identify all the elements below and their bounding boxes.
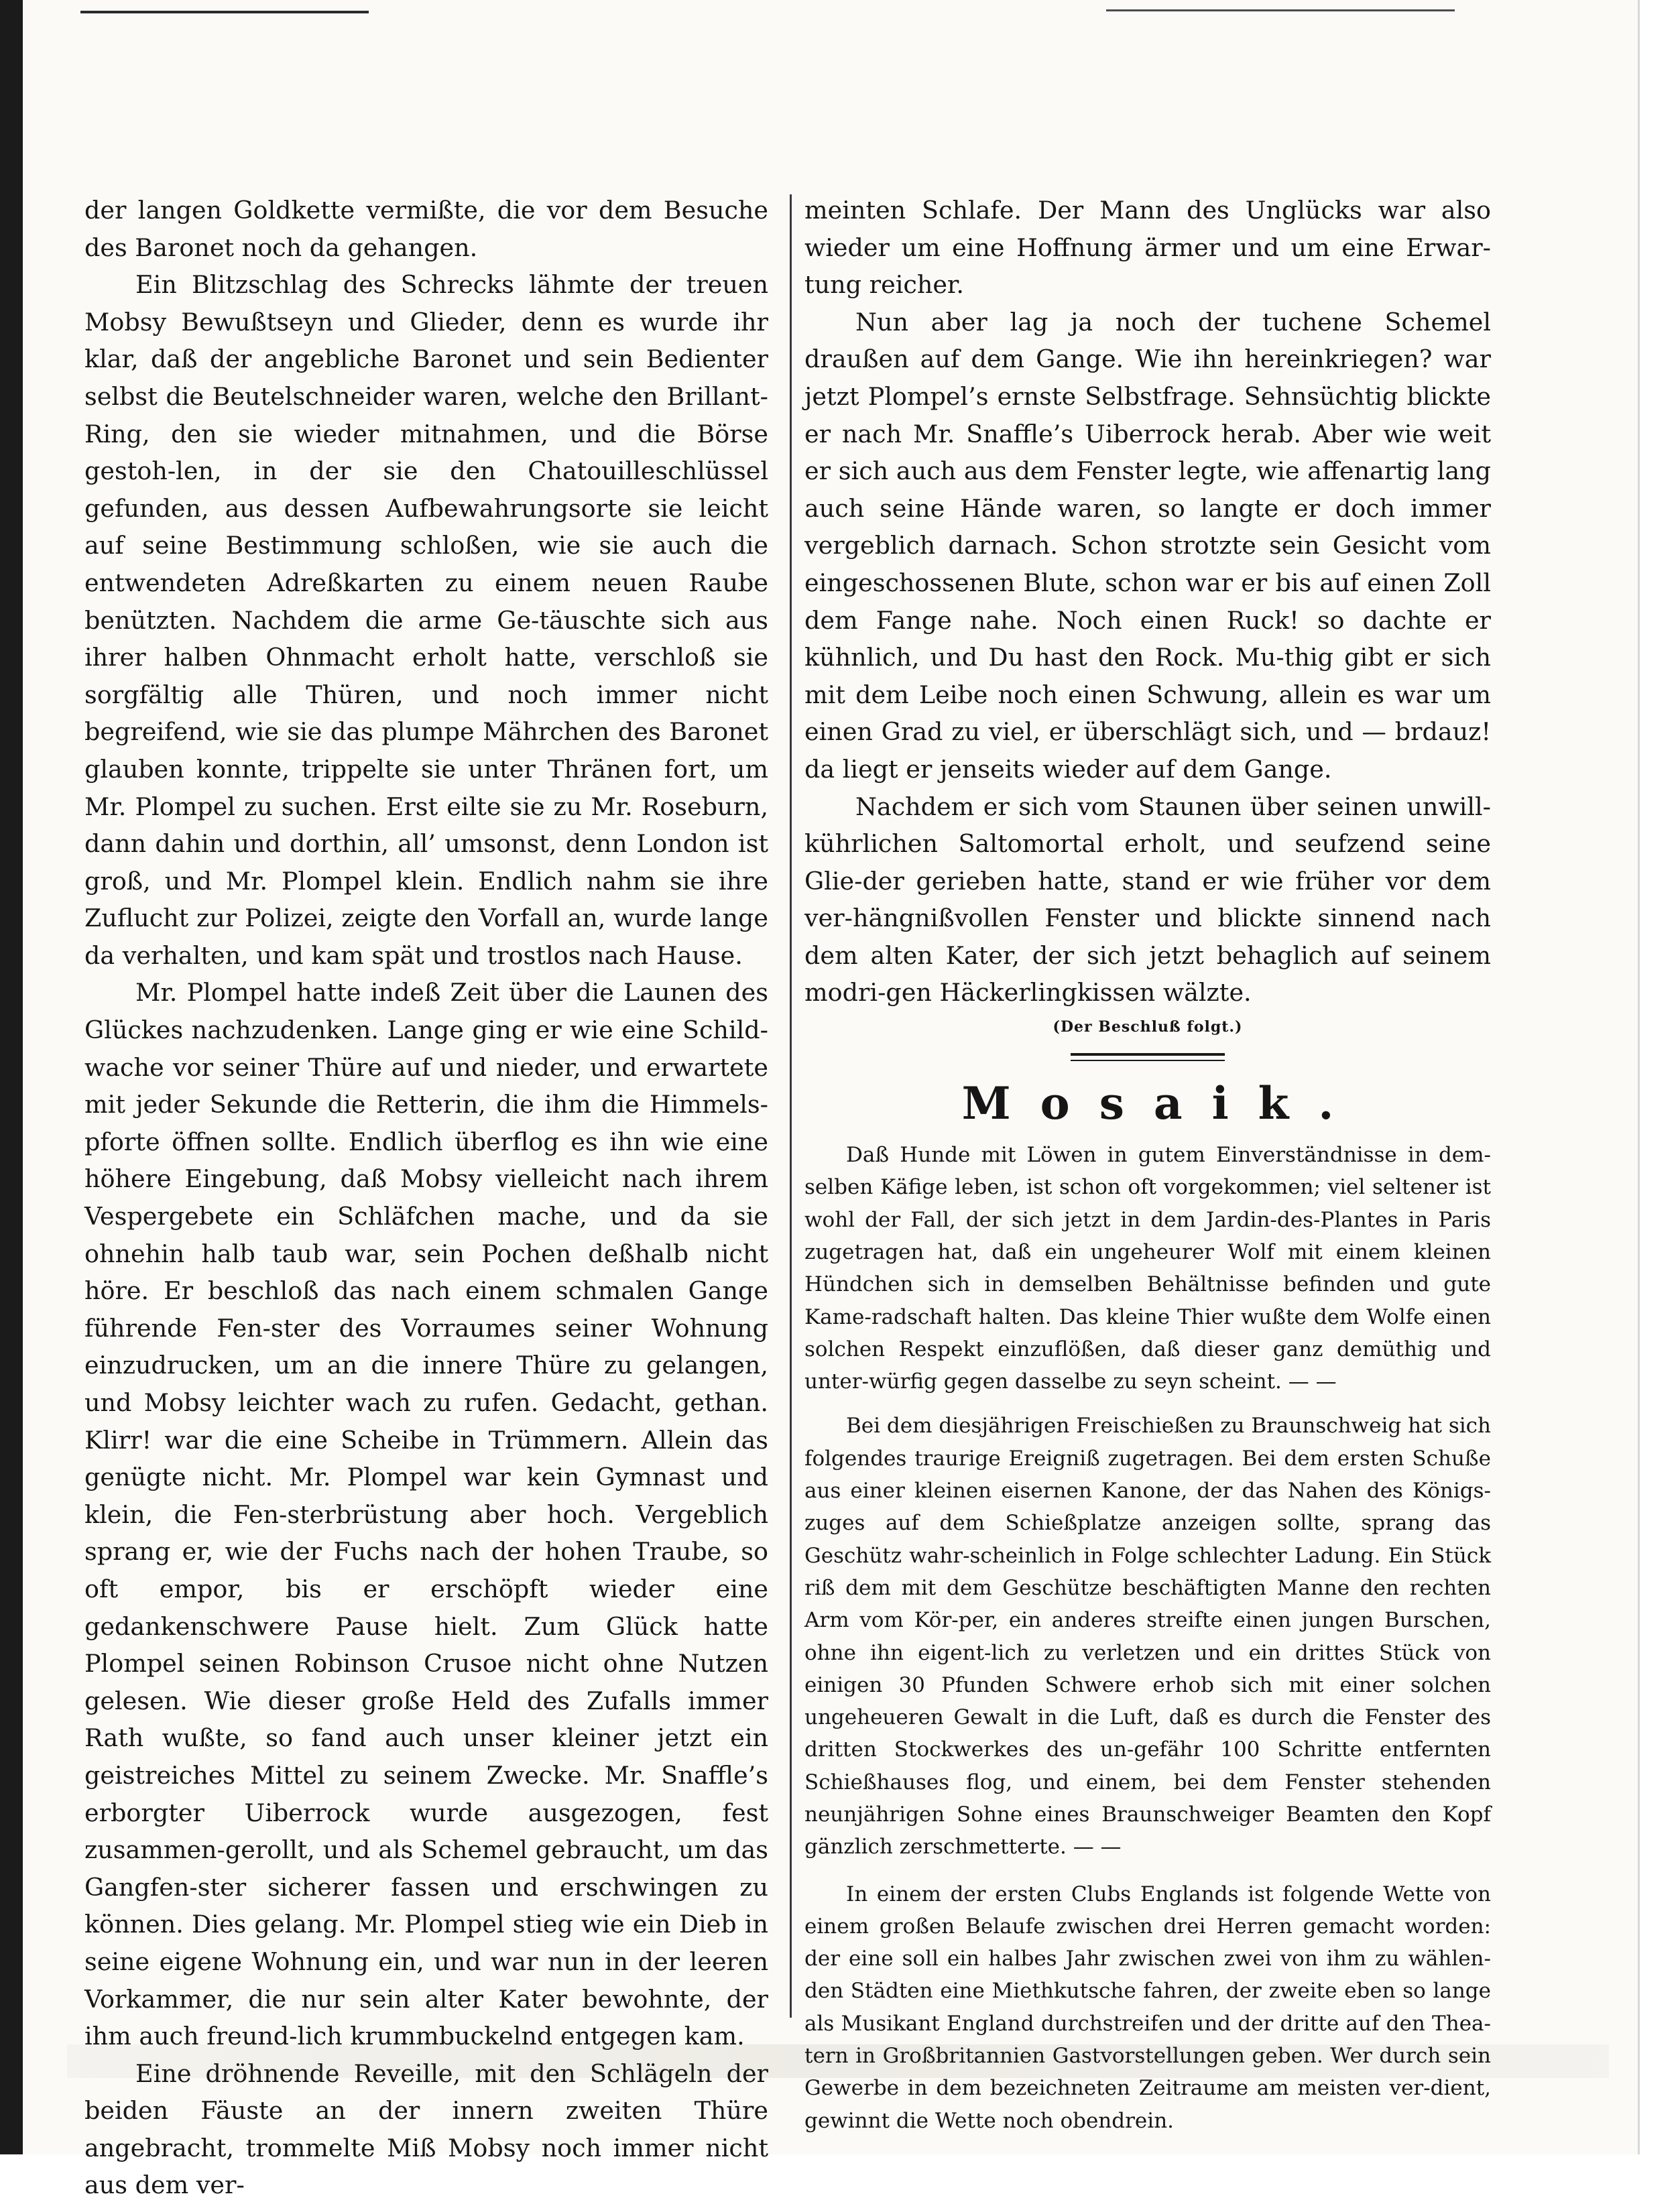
- mosaik-spacer: [804, 1398, 1491, 1410]
- top-rule-right: [1106, 9, 1455, 11]
- mosaik-section: [804, 1139, 1491, 2137]
- continuation-note: (Der Beschluß folgt.): [1053, 1018, 1243, 1036]
- left-paragraph-3: Mr. Plompel hatte indeß Zeit über die Launen des Glückes nachzudenken. Lange ging er wie eine Schild-wache vor seiner Thüre auf und nieder, und erwartete mit jeder Sekunde die Retterin, die ihm die Himmels-pforte öffnen sollte. Endlich überflog es ihn wie eine höhere Eingebung, daß Mobsy vielleicht nach ihrem Vespergebete ein Schläfchen mache, und da sie ohnehin halb taub war, sein Pochen deßhalb nicht höre. Er beschloß das nach einem schmalen Gange führende Fen-ster des Vorraumes seiner Wohnung einzudrucken, um an die innere Thüre zu gelangen, und Mobsy leichter wach zu rufen. Gedacht, gethan. Klirr! war die eine Scheibe in Trümmern. Allein das genügte nicht. Mr. Plompel war kein Gymnast und klein, die Fen-sterbrüstung aber hoch. Vergeblich sprang er, wie der Fuchs nach der hohen Traube, so oft empor, bis er erschöpft wieder eine gedankenschwere Pause hielt. Zum Glück hatte Plompel seinen Robinson Crusoe nicht ohne Nutzen gelesen. Wie dieser große Held des Zufalls immer Rath wußte, so fand auch unser kleiner jetzt ein geistreiches Mittel zu seinem Zwecke. Mr. Snaffle’s erborgter Uiberrock wurde ausgezogen, fest zusammen-gerollt, und als Schemel gebraucht, um das Gangfen-ster sicherer fassen und erschwingen zu können. Dies gelang. Mr. Plompel stieg wie ein Dieb in seine eigene Wohnung ein, und war nun in der leeren Vorkammer, die nur sein alter Kater bewohnte, der ihm auch freund-lich krummbuckelnd entgegen kam.: [84, 978, 768, 2051]
- right-column: [804, 192, 1491, 2137]
- left-column: [84, 192, 768, 2204]
- right-paragraph-1: meinten Schlafe. Der Mann des Unglücks war also wieder um eine Hoffnung ärmer und um eine Erwar-tung reicher.: [804, 196, 1491, 300]
- left-paragraph-2: Ein Blitzschlag des Schrecks lähmte der treuen Mobsy Bewußtseyn und Glieder, denn es wurde ihr klar, daß der angebliche Baronet und sein Bedienter selbst die Beutelschneider waren, welche den Brillant-Ring, den sie wieder mitnahmen, und die Börse gestoh-len, in der sie den Chatouilleschlüssel gefunden, aus dessen Aufbewahrungsorte sie leicht auf seine Bestimmung schloßen, wie sie auch die entwendeten Adreßkarten zu einem neuen Raube benützten. Nachdem die arme Ge-täuschte sich aus ihrer halben Ohnmacht erholt hatte, verschloß sie sorgfältig alle Thüren, und noch immer nicht begreifend, wie sie das plumpe Mährchen des Baronet glauben konnte, trippelte sie unter Thränen fort, um Mr. Plompel zu suchen. Erst eilte sie zu Mr. Roseburn, dann dahin und dorthin, all’ umsonst, denn London ist groß, und Mr. Plompel klein. Endlich nahm sie ihre Zuflucht zur Polizei, zeigte den Vorfall an, wurde lange da verhalten, und kam spät und trostlos nach Hause.: [84, 270, 768, 970]
- right-paragraph-3: Nachdem er sich vom Staunen über seinen unwill-kührlichen Saltomortal erholt, und seufzend seine Glie-der gerieben hatte, stand er wie früher vor dem ver-hängnißvollen Fenster und blickte sinnend nach dem alten Kater, der sich jetzt behaglich auf seinem modri-gen Häckerlingkissen wälzte.: [804, 792, 1491, 1007]
- mosaik-spacer: [804, 1863, 1491, 1878]
- column-divider: [790, 194, 792, 2018]
- top-rule-left: [80, 11, 369, 13]
- mosaik-item-2: Bei dem diesjährigen Freischießen zu Braunschweig hat sich folgendes traurige Ereigniß zugetragen. Bei dem ersten Schuße aus einer kleinen eisernen Kanone, der das Nahen des Königs-zuges auf dem Schießplatze anzeigen sollte, sprang das Geschütz wahr-scheinlich in Folge schlechter Ladung. Ein Stück riß dem mit dem Geschütze beschäftigten Manne den rechten Arm vom Kör-per, ein anderes streifte einen jungen Burschen, ohne ihn eigent-lich zu verletzen und ein drittes Stück von einigen 30 Pfunden Schwere erhob sich mit einer solchen ungeheueren Gewalt in die Luft, daß es durch die Fenster des dritten Stockwerkes des un-gefähr 100 Schritte entfernten Schießhauses flog, und einem, bei dem Fenster stehenden neunjährigen Sohne eines Braunschweiger Beamten den Kopf gänzlich zerschmetterte. — —: [804, 1414, 1491, 1859]
- right-paragraph-2: Nun aber lag ja noch der tuchene Schemel draußen auf dem Gange. Wie ihn hereinkriegen? war jetzt Plompel’s ernste Selbstfrage. Sehnsüchtig blickte er nach Mr. Snaffle’s Uiberrock herab. Aber wie weit er sich auch aus dem Fenster legte, wie affenartig lang auch seine Hände waren, so langte er doch immer vergeblich darnach. Schon strotzte sein Gesicht vom eingeschossenen Blute, schon war er bis auf einen Zoll dem Fange nahe. Noch einen Ruck! so dachte er kühnlich, und Du hast den Rock. Mu-thig gibt er sich mit dem Leibe noch einen Schwung, allein es war um einen Grad zu viel, er überschlägt sich, und — brdauz! da liegt er jenseits wieder auf dem Gange.: [804, 307, 1491, 784]
- left-paragraph-4: Eine dröhnende Reveille, mit den Schlägeln der beiden Fäuste an der innern zweiten Thüre angebracht, trommelte Miß Mobsy noch immer nicht aus dem ver-: [84, 2059, 768, 2200]
- section-separator: [1071, 1053, 1225, 1061]
- mosaik-item-3: In einem der ersten Clubs Englands ist folgende Wette von einem großen Belaufe zwischen drei Herren gemacht worden: der eine soll ein halbes Jahr zwischen zwei von ihm zu wählen-den Städten eine Miethkutsche fahren, der zweite eben so lange als Musikant England durchstreifen und der dritte auf den Thea-tern in Großbritannien Gastvorstellungen geben. Wer durch sein Gewerbe in dem bezeichneten Zeitraume am meisten ver-dient, gewinnt die Wette noch obendrein.: [804, 1882, 1491, 2133]
- mosaik-item-1: Daß Hunde mit Löwen in gutem Einverständnisse in dem-selben Käfige leben, ist schon oft vorgekommen; viel seltener ist wohl der Fall, der sich jetzt in dem Jardin-des-Plantes in Paris zugetragen hat, daß ein ungeheurer Wolf mit einem kleinen Hündchen sich in demselben Behältnisse befinden und gute Kame-radschaft halten. Das kleine Thier wußte dem Wolfe einen solchen Respekt einzuflößen, daß dieser ganz demüthig und unter-würfig gegen dasselbe zu seyn scheint. — —: [804, 1143, 1491, 1394]
- left-paragraph-1: der langen Goldkette vermißte, die vor dem Besuche des Baronet noch da gehangen.: [84, 196, 768, 262]
- scan-edge-right: [1638, 0, 1680, 2154]
- section-title: Mosaik.: [961, 1077, 1364, 1130]
- scan-edge-left: [0, 0, 23, 2154]
- separator-rule-thin: [1071, 1060, 1225, 1061]
- separator-rule-thick: [1071, 1053, 1225, 1056]
